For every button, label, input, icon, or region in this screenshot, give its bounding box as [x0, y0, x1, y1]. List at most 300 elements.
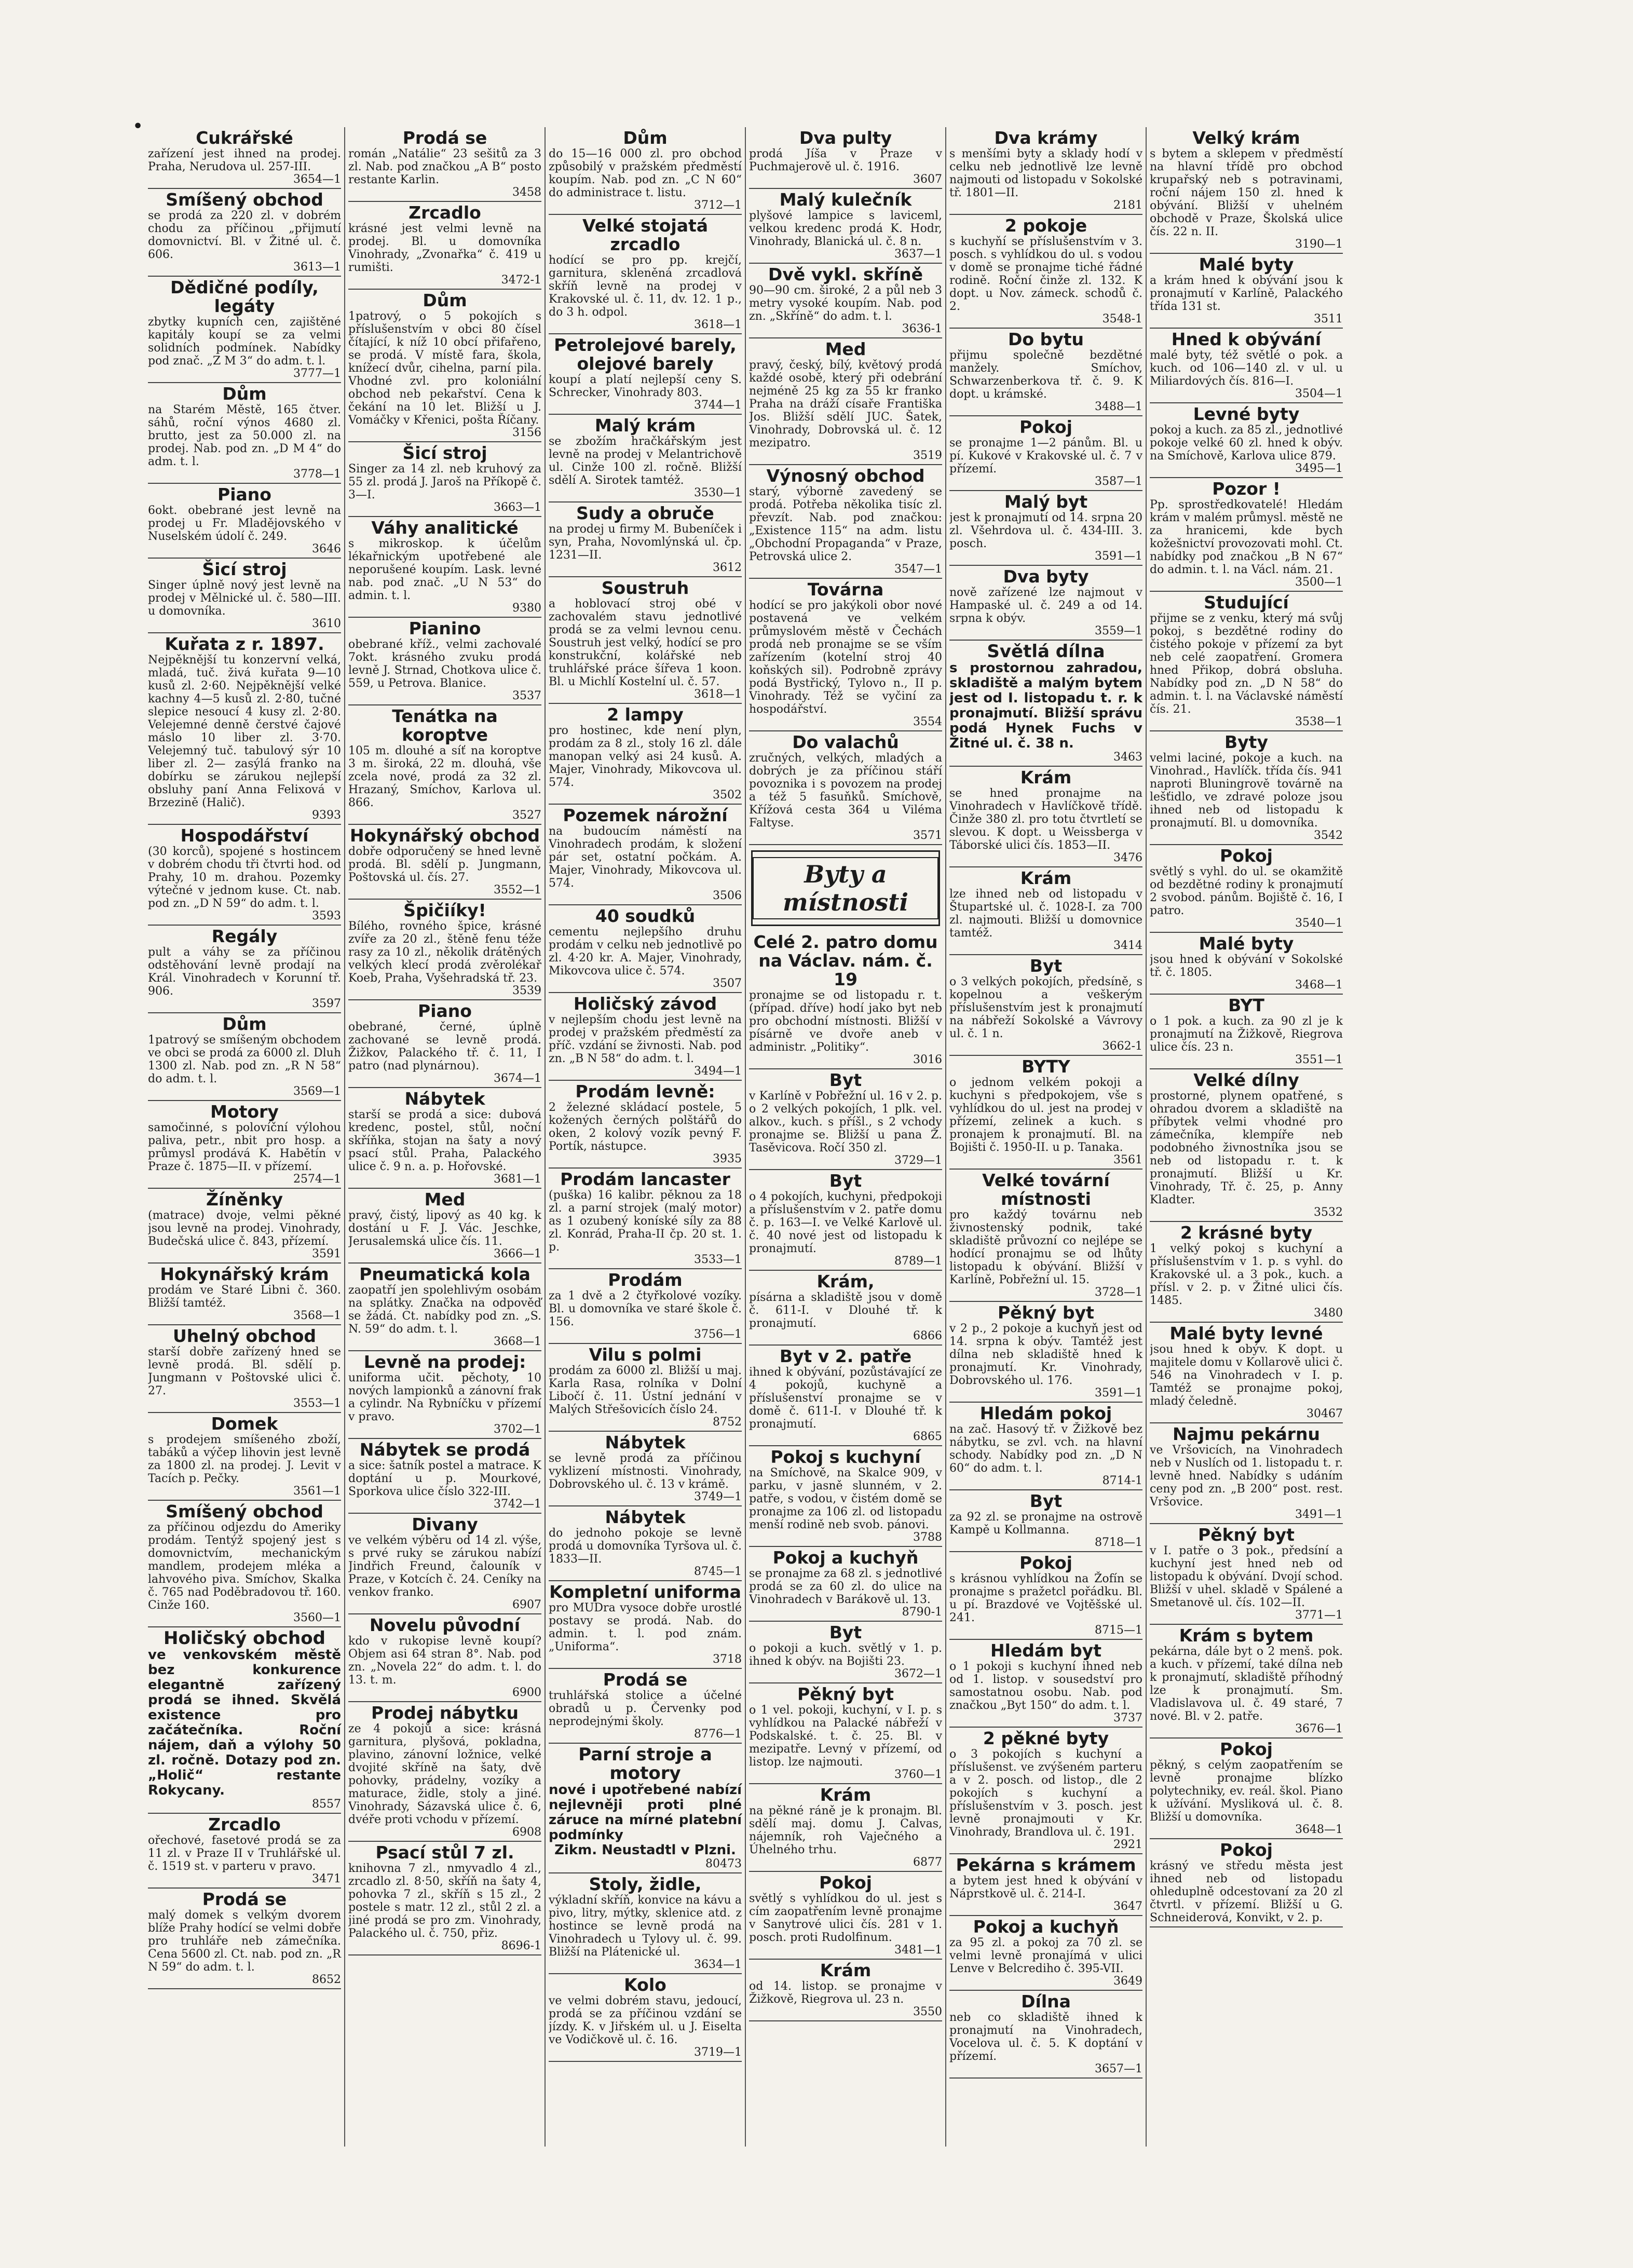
ad-text: Pp. sprostředkovatelé! Hledám krám v malém průmysl. městě ne za hranicemi, kde bych kožešnictví provozovati mohl. Ct. nabídky pod značkou „B N 67“ do admin. t. l. na Václ. nám. 21.: [1150, 498, 1343, 576]
ad-text: s mikroskop. k účelům lékařnickým upotřebené ale neporušené koupím. Lask. levné nab. pod znač. „U N 53“ do admin. t. l.: [348, 537, 541, 602]
classified-ad: [148, 383, 341, 484]
ad-title: 2 lampy: [607, 704, 684, 725]
ad-title: Vilu s polmi: [589, 1344, 702, 1365]
ad-text: a bytem jest hned k obývání v Náprstkově ul. č. 214-I.: [949, 1875, 1142, 1900]
ad-text: velmi laciné, pokoje a kuch. na Vinohrad., Havlíčk. třída čís. 941 naproti Bluningrově továrně na lešťidlo, ve zdravé poloze jsou ihned neb od listopadu k pronajmutí. Bl. u domovníka.: [1150, 752, 1343, 830]
ad-text: ve venkovském městě bez konkurence elegantně zařízený prodá se ihned. Skvělá existence pro začátečníka. Roční nájem, daň a výlohy 50 zl. ročně. Dotazy pod zn. „Holič“ restante Rokycany.: [148, 1647, 341, 1798]
ad-reference-number: 3538—1: [1295, 715, 1343, 728]
ad-reference-number: 6865: [913, 1430, 942, 1443]
ad-title: Novelu původní: [369, 1615, 521, 1635]
ad-reference-number: 3488—1: [1095, 400, 1142, 413]
classified-ad: [348, 1514, 541, 1614]
ad-text: zbytky kupních cen, zajištěné kapitály koupí se za velmi solidních podmínek. Nabídky pod znač. „Z M 3“ do adm. t. l.: [148, 316, 341, 368]
ad-reference-number: 8776—1: [694, 1728, 742, 1741]
ad-reference-number: 3495—1: [1295, 462, 1343, 475]
classified-ad: [549, 805, 742, 905]
ad-text: pěkný, s celým zaopatřením se levně pronajme blízko polytechniky, ev. reál. škol. Piano k užívání. Mysliková ul. č. 8. Bližší u domovníka.: [1150, 1759, 1343, 1824]
ad-reference-number: 3561—1: [293, 1485, 341, 1498]
classified-ad: [549, 1506, 742, 1581]
ad-title: BYT: [1228, 995, 1264, 1015]
ad-reference-number: 3569—1: [293, 1085, 341, 1098]
ad-text: 1patrový se smíšeným obchodem ve obci se prodá za 6000 zl. Dluh 1300 zl. Nab. pod zn. „R N 58“ do adm. t. l.: [148, 1034, 341, 1085]
classified-ad: [949, 1916, 1142, 1991]
ad-reference-number: 3788: [913, 1531, 942, 1544]
ad-text: a sice: šatník postel a matrace. K doptání u p. Mourkové, Sporkova ulice číslo 322-III.: [348, 1459, 541, 1498]
classified-ad: [749, 931, 942, 1069]
classified-ad: [749, 1683, 942, 1784]
ad-title: Prodá se: [402, 128, 487, 148]
ad-title: Kompletní uniforma: [549, 1582, 741, 1602]
ad-reference-number: 3468—1: [1295, 979, 1343, 992]
ad-title: Šicí stroj: [202, 559, 287, 579]
ad-reference-number: 3016: [913, 1053, 942, 1066]
ad-title: Piano: [217, 484, 271, 505]
classified-ad: [148, 633, 341, 825]
classified-ad: [549, 1081, 742, 1169]
ad-text: ve Vršovicích, na Vinohradech neb v Nuslích od 1. listopadu t. r. levně hned. Nabídky s udáním ceny pod zn. „B 200“ post. rest. Vršovice.: [1150, 1444, 1343, 1509]
classified-ad: [949, 1170, 1142, 1302]
ad-title: Malé byty: [1199, 254, 1294, 275]
ad-text: zaopatří jen spolehlivým osobám na splátky. Značka na odpověď se žádá. Ct. nabídky pod zn. „S. N. 59“ do adm. t. l.: [348, 1284, 541, 1336]
ad-text: (30 korců), spojené s hostincem v dobrém chodu tři čtvrti hod. od Prahy, 10 m. drahou. Pozemky výtečné v jednom kuse. Ct. nab. pod zn. „D N 59“ do adm. t. l.: [148, 845, 341, 910]
classified-ad: [749, 579, 942, 731]
ad-reference-number: 3548-1: [1102, 313, 1142, 325]
ad-reference-number: 8715—1: [1095, 1624, 1142, 1637]
ad-text: neb co skladiště ihned k pronajmutí na Vinohradech, Vocelova ul. č. 5. K doptání v přízemí.: [949, 2011, 1142, 2063]
ad-text: plyšové lampice s laviceml, velkou kredenc prodá K. Hodr, Vinohrady, Blanická ul. č. 8 n.: [749, 209, 942, 248]
ad-reference-number: 3591—1: [1095, 1387, 1142, 1400]
ad-reference-number: 3676—1: [1295, 1722, 1343, 1735]
classified-ad: [549, 1873, 742, 1974]
ad-title: 2 pěkné byty: [983, 1728, 1109, 1748]
ad-text: na zač. Hasový tř. v Žižkově bez nábytku, se zvl. vch. na hlavní schody. Nabídky pod zn. „D N 60“ do adm. t. l.: [949, 1423, 1142, 1475]
ad-title: BYTY: [1022, 1056, 1070, 1077]
classified-ad: [1150, 1524, 1343, 1625]
ad-reference-number: 3618—1: [694, 688, 742, 701]
ad-text: uniforma učit. pěchoty, 10 nových lampionků a zánovní frak a cylindr. Na Rybníčku v přízemí v pravo.: [348, 1371, 541, 1423]
classified-ad: [1150, 1323, 1343, 1423]
classified-ad: [1150, 1423, 1343, 1524]
classified-ad: [148, 1501, 341, 1627]
ad-text: s prodejem smíšeného zboží, tabáků a výčep lihovin jest levně za 1800 zl. na prodej. J. Levit v Tacích p. Pečky.: [148, 1433, 341, 1485]
ad-text: pokoj a kuch. za 85 zl., jednotlivé pokoje velké 60 zl. hned k obýv. na Smíchově, Karlova ulice 879.: [1150, 424, 1343, 463]
classified-ad: [348, 1614, 541, 1702]
ad-text: v I. patře o 3 pok., předsíní a kuchyní jest hned neb od listopadu k obývání. Dvojí schod. Bližší v uhel. skladě v Spálené a Smetanově ul. čís. 102—II.: [1150, 1544, 1343, 1609]
ad-text: jsou hned k obývání v Sokolské tř. č. 1805.: [1150, 953, 1343, 979]
ad-title: Divany: [412, 1514, 478, 1534]
ad-text: obebrané kříž., velmi zachovalé 7okt. krásného zvuku prodá levně J. Strnad, Chotkova ulice č. 559, u Petrova. Blanice.: [348, 638, 541, 690]
ad-text: ihned k obývání, pozůstávající ze 4 pokojů, kuchyně a příslušenství pronajme se v domě č. 611-I. v Dlouhé tř. k pronajmutí.: [749, 1366, 942, 1431]
ad-reference-number: 3530—1: [694, 486, 742, 499]
ad-text: o jednom velkém pokoji a kuchyni s předpokojem, vše s vyhlídkou do ul. jest na prodej v přízemí, zelinek a kuch. s pronajem k pronajmutí. Bl. na Bojišti č. 1950-II. u p. Tanaka.: [949, 1076, 1142, 1154]
classified-ad: [949, 1552, 1142, 1640]
ad-title: Byt: [829, 1622, 862, 1642]
ad-title: Piano: [418, 1001, 472, 1021]
ad-title: Dvě vykl. skříně: [768, 264, 923, 284]
classified-ad: [549, 1432, 742, 1506]
ad-title: Továrna: [807, 579, 884, 600]
classified-ad: [949, 416, 1142, 491]
ad-text: 1 velký pokoj s kuchyní a příslušenstvím v 1. p. s vyhl. do Krakovské ul. a 3 pok., kuch. a přísl. v 2. p. v Žitné ulici čís. 1485.: [1150, 1242, 1343, 1307]
ad-text: nově zařízené lze najmout v Hampaské ul. č. 249 a od 14. srpna k obýv.: [949, 586, 1142, 625]
ad-title: Velké tovární místnosti: [982, 1170, 1110, 1209]
ad-reference-number: 8714-1: [1102, 1474, 1142, 1487]
ad-reference-number: 2181: [1113, 199, 1142, 212]
classified-ad: [148, 1413, 341, 1501]
ad-text: krásný ve středu města jest ihned neb od listopadu ohleduplně odcestovaní za 20 zl čtvrtl. v přízemí. Bližší u G. Schneiderová, Konvikt, v 2. p.: [1150, 1859, 1343, 1924]
ad-title: Byt v 2. patře: [779, 1346, 912, 1366]
ad-reference-number: 3491—1: [1295, 1508, 1343, 1521]
classified-ad: [749, 1960, 942, 2021]
ad-title: Žíněnky: [206, 1189, 283, 1210]
ad-text: o 3 velkých pokojích, předsíně, s kopelnou a veškerým příslušenstvím jest k pronajmutí na nábřeží Sokolské a Vávrovy ul. č. 1 n.: [949, 975, 1142, 1040]
ad-text: 6okt. obebrané jest levně na prodej u Fr. Mladějovského v Nuselském údolí č. 249.: [148, 504, 341, 543]
ad-text: o 1 pokoji s kuchyní ihned neb od 1. listop. v sousedství pro samostatnou osobu. Nab. pod značkou „Byt 150“ do adm. t. l.: [949, 1660, 1142, 1712]
ad-text: a hoblovací stroj obé v zachovalém stavu jednotlivé prodá se za velmi levnou cenu. Soustruh jest velký, hodící se pro konstrukční, kolářské neb truhlářské práce šířeva 1 koon. Bl. u Michlí Kostelní ul. č. 57.: [549, 597, 742, 688]
ad-reference-number: 3550: [913, 2005, 942, 2018]
ad-reference-number: 3649: [1113, 1975, 1142, 1988]
ad-title: Pianino: [409, 618, 481, 639]
classified-ad: [348, 618, 541, 705]
ad-reference-number: 3607: [913, 173, 942, 186]
ad-title: Dům: [423, 290, 467, 310]
ad-reference-number: 3511: [1314, 313, 1343, 325]
ad-title: Dva krámy: [994, 128, 1098, 148]
ad-text: malý domek s velkým dvorem blíže Prahy hodící se velmi dobře pro truhláře neb zámečníka. Cena 5600 zl. Ct. nab. pod zn. „R N 59“ do adm. t. l.: [148, 1909, 341, 1974]
ad-column: [1150, 127, 1346, 2147]
ad-text: se prodá za 220 zl. v dobrém chodu za příčinou „přijmutí domovnictví. Bl. v Žitné ul. č. 606.: [148, 209, 341, 261]
ad-title: Krám: [1020, 767, 1072, 787]
ad-title: Šicí stroj: [402, 443, 487, 463]
classified-ad: [348, 1264, 541, 1351]
ad-title: 2 krásné byty: [1180, 1223, 1313, 1243]
ad-text: s krásnou vyhlídkou na Žofín se pronajme s pražetcl pořádku. Bl. u pí. Brazdové ve Vojtěšské ul. 241.: [949, 1572, 1142, 1624]
ad-column: [549, 127, 746, 2147]
ad-text: 90—90 cm. široké, 2 a půl neb 3 metry vysoké koupím. Nab. pod zn. „Skříně“ do adm. t. l.: [749, 284, 942, 323]
ad-text: starý, výborně zavedený se prodá. Potřeba několika tisíc zl. převzít. Nab. pod značkou: „Existence 115“ na adm. listu „Obchodní Propaganda“ v Praze, Petrovská ulice 2.: [749, 485, 942, 563]
ad-text: prodám za 6000 zl. Bližší u maj. Karla Rasa, rolníka v Dolní Libočí č. 11. Ústní jednání v Malých Střešovicích číslo 24.: [549, 1364, 742, 1416]
ad-reference-number: 3666—1: [494, 1247, 541, 1260]
classified-ad: [549, 1669, 742, 1744]
ad-reference-number: 3636-1: [902, 322, 942, 335]
ad-text: o 4 pokojích, kuchyni, předpokoji a příslušenstvím v 2. patře domu č. p. 163—I. ve Velké Karlově ul. č. 40 nové jest od listopadu k pronajmutí.: [749, 1190, 942, 1255]
ad-title: Světlá dílna: [987, 641, 1105, 662]
ad-title: Dědičné podíly, legáty: [170, 277, 319, 316]
ad-text: o 1 pok. a kuch. za 90 zl je k pronajmutí na Žižkově, Riegrova ulice čís. 23 n.: [1150, 1015, 1343, 1054]
ad-title: Pokoj a kuchyň: [772, 1547, 919, 1568]
ad-title: Studující: [1204, 592, 1289, 613]
ad-reference-number: 3494—1: [694, 1065, 742, 1078]
ad-text: za 95 zl. a pokoj za 70 zl. se velmi levně pronajímá v ulici Lenve v Belcrediho č. 395-VII.: [949, 1936, 1142, 1975]
classified-ad: [949, 1854, 1142, 1916]
ad-reference-number: 3737: [1113, 1712, 1142, 1724]
classified-ad: [1150, 1739, 1343, 1839]
ad-text: písárna a skladiště jsou v domě č. 611-I. v Dlouhé tř. k pronajmutí.: [749, 1291, 942, 1330]
ad-text: prostorné, plynem opatřené, s ohradou dvorem a skladiště na příbytek velmi vhodné pro zámečníka, klempíře neb podobného živnostníka jsou se neb od listopadu r. t. k pronajmutí. Bližší u Kr. Vinohrady, Tř. č. 25, p. Anny Kladter.: [1150, 1090, 1343, 1206]
ad-reference-number: 3662-1: [1102, 1040, 1142, 1053]
ad-reference-number: 3935: [713, 1152, 742, 1165]
classified-ad: [949, 867, 1142, 955]
ad-text: se zbožím hračkářským jest levně na prodej v Melantrichově ul. Cinže 100 zl. ročně. Bližší sdělí A. Sirotek tamtéž.: [549, 435, 742, 487]
ad-text: se hned pronajme na Vinohradech v Havlíčkově třídě. Činže 380 zl. pro totu čtvrtletí se slevou. K dopt. u Weissberga v Táborské ulici čís. 1853—II.: [949, 787, 1142, 852]
classified-ad: [348, 1351, 541, 1439]
ad-reference-number: 3719—1: [694, 2046, 742, 2059]
ad-title: Pozemek nárožní: [563, 805, 728, 825]
ad-text: od 14. listop. se pronajme v Žižkově, Riegrova ul. 23 n.: [749, 1980, 942, 2006]
classified-ad: [348, 1702, 541, 1842]
classified-ad: [549, 905, 742, 993]
ad-reference-number: 3591—1: [1095, 550, 1142, 563]
ad-reference-number: 3476: [1113, 851, 1142, 864]
classified-ad: [749, 1271, 942, 1346]
ad-reference-number: 3657—1: [1095, 2062, 1142, 2075]
ad-title: Zrcadlo: [409, 202, 481, 223]
classified-ad: [949, 1403, 1142, 1490]
ad-title: Prodám levně:: [575, 1081, 715, 1102]
classified-ad: [348, 705, 541, 825]
ad-title: Dům: [222, 1014, 267, 1034]
ad-text: prodá Jíša v Praze v Puchmajerově ul. č. 1916.: [749, 147, 942, 173]
ad-reference-number: 3537: [512, 689, 541, 702]
ad-column: [348, 127, 546, 2147]
ad-text: ořechové, fasetové prodá se za 11 zl. v Praze II v Truhlářské ul. č. 1519 st. v parteru v pravo.: [148, 1834, 341, 1873]
ad-reference-number: 3749—1: [694, 1490, 742, 1503]
ad-title: Pneumatická kola: [359, 1264, 530, 1284]
ad-title: Hokynářský krám: [160, 1264, 329, 1284]
ad-text: koupí a platí nejlepší ceny S. Schrecker, Vinohrady 803.: [549, 373, 742, 399]
ad-text-secondary: Zikm. Neustadtl v Plzni.: [554, 1842, 736, 1858]
ad-reference-number: 3654—1: [293, 173, 341, 186]
classified-ad: [348, 1842, 541, 1955]
ad-text: kdo v rukopise levně koupí? Objem asi 64 stran 8°. Nab. pod zn. „Novela 22“ do adm. t. l. do 13. t. m.: [348, 1635, 541, 1687]
ad-text: 105 m. dlouhé a síť na koroptve 3 m. široká, 22 m. dlouhá, vše zcela nové, prodá za 32 zl. Hrazaný, Smíchov, Karlova ul. 866.: [348, 744, 541, 809]
ad-reference-number: 3771—1: [1295, 1609, 1343, 1622]
ad-text: na Starém Městě, 165 čtver. sáhů, roční výnos 4680 zl. brutto, jest za 50.000 zl. na prodej. Nab. pod zn. „D M 4“ do adm. t. l.: [148, 403, 341, 468]
ad-title: Motory: [210, 1102, 279, 1122]
ad-title: Dva byty: [1003, 566, 1089, 587]
classified-ad: [348, 900, 541, 1000]
ad-text: zručných, velkých, mladých a dobrých je za příčinou stáří povoznika i s povozem na prodej a též 5 fasuňků. Smíchově, Křížová cesta 364 u Viléma Faltyse.: [749, 752, 942, 830]
ad-title: Prodám: [608, 1270, 683, 1290]
ad-title: Hledám byt: [990, 1640, 1101, 1661]
classified-ad: [549, 215, 742, 334]
ad-reference-number: 3634—1: [694, 1958, 742, 1971]
ad-reference-number: 3560—1: [293, 1611, 341, 1624]
ad-title: Hned k obývání: [1171, 329, 1322, 349]
classified-ad: [148, 484, 341, 559]
ad-text: pronajme se od listopadu r. t. (případ. dříve) hodí jako byt neb pro obchodní místnosti. Bližší v písárně ve dvoře aneb v administr. „Politiky“.: [749, 989, 942, 1054]
ad-reference-number: 3648—1: [1295, 1823, 1343, 1836]
ad-text: hodící se pro pp. krejčí, garnitura, skleněná zrcadlová skříň levně na prodej v Krakovské ul. č. 11, dv. 12. 1 p., do 3 h. odpol.: [549, 254, 742, 319]
classified-ad: [949, 329, 1142, 416]
ad-title: Regály: [211, 926, 278, 946]
ad-reference-number: 3613—1: [293, 261, 341, 274]
classified-ad: [749, 1346, 942, 1446]
ad-title: Levné byty: [1193, 404, 1300, 424]
ad-reference-number: 3681—1: [494, 1173, 541, 1186]
classified-ad: [749, 731, 942, 845]
classified-ad: [949, 1640, 1142, 1728]
ad-text: do 15—16 000 zl. pro obchod způsobilý v pražském předměstí koupím. Nab. pod zn. „C N 60“ do administrace t. listu.: [549, 147, 742, 199]
ad-title: Nábytek: [605, 1432, 686, 1452]
ad-title: Holičský obchod: [164, 1628, 325, 1649]
ad-reference-number: 3647: [1113, 1900, 1142, 1913]
ad-text: pro hostinec, kde není plyn, prodám za 8 zl., stoly 16 zl. dále manopan velký asi 24 kusů. A. Majer, Vinohrady, Mikovcova ul. 574.: [549, 724, 742, 789]
ad-reference-number: 3668—1: [494, 1335, 541, 1348]
classified-ad: [949, 1302, 1142, 1403]
ad-reference-number: 9393: [312, 809, 341, 822]
classified-ad: [1150, 1222, 1343, 1323]
classified-ad: [549, 1581, 742, 1669]
ad-text: na budoucím náměstí na Vinohradech prodám, k složení pár set, ostatní počkám. A. Majer, Vinohrady, Mikovcova ul. 574.: [549, 825, 742, 890]
ad-text: nové i upotřebené nabízí nejlevněji proti plné záruce na mírné platební podmínky: [549, 1782, 742, 1843]
ad-column: [949, 127, 1147, 2147]
classified-ad: [348, 1439, 541, 1514]
ad-reference-number: 8696-1: [501, 1939, 541, 1952]
ad-title: Domek: [211, 1414, 278, 1434]
ad-reference-number: 8790-1: [902, 1606, 942, 1619]
ad-title: Velké stojatá zrcadlo: [582, 215, 709, 254]
classified-ad: [148, 127, 341, 189]
ad-title: Petrolejové barely, olejové barely: [554, 335, 737, 374]
classified-ad: [749, 465, 942, 579]
ad-title: Hledám pokoj: [979, 1403, 1112, 1423]
classified-ad: [148, 1627, 341, 1814]
ad-reference-number: 8745—1: [694, 1565, 742, 1578]
ad-reference-number: 3663—1: [494, 501, 541, 514]
ad-text: knihovna 7 zl., nmyvadlo 4 zl., zrcadlo zl. 8·50, skříň na šaty 4, pohovka 7 zl., skříň s 15 zl., 2 postele s matr. 12 zl., stůl 2 zl. a jiné prodá se pro zm. Vinohrady, Palackého ul. č. 750, přiz.: [348, 1862, 541, 1940]
ad-title: Byt: [1029, 1491, 1063, 1511]
ad-text: prodám ve Staré Libni č. 360. Bližší tamtéž.: [148, 1284, 341, 1310]
ad-reference-number: 3637—1: [894, 248, 942, 261]
ad-text: lze ihned neb od listopadu v Štupartské ul. č. 1028-I. za 700 zl. najmouti. Bližší u domovnice tamtéž.: [949, 888, 1142, 940]
ad-title: Výnosný obchod: [766, 466, 925, 486]
ad-reference-number: 3480: [1314, 1307, 1343, 1320]
classified-ad: [348, 202, 541, 290]
ad-text: ze 4 pokojů a sice: krásná garnitura, plyšová, pokladna, plavino, zánovní ložnice, velké dvojité skříně na šaty, dvě pohovky, prádelny, vozíky a maturace, židle, stoly a jiné. Vinohrady, Sázavská ulice č. 6, dvéře proti vchodu v přízemí.: [348, 1722, 541, 1826]
ad-reference-number: 3612: [713, 561, 742, 574]
ad-title: Sudy a obruče: [576, 503, 714, 523]
ad-text: krásné jest velmi levně na prodej. Bl. u domovníka Vinohrady, „Zvonařka“ č. 419 u rumišti.: [348, 222, 541, 274]
ad-reference-number: 3552—1: [494, 884, 541, 897]
ad-reference-number: 3554: [913, 715, 942, 728]
ad-title: Krám s bytem: [1179, 1625, 1314, 1646]
ad-reference-number: 3610: [312, 617, 341, 630]
ad-title: Stoly, židle,: [589, 1874, 702, 1894]
classified-ad: [749, 1872, 942, 1960]
ad-text: starší se prodá a sice: dubová kredenc, postel, stůl, noční skříňka, stojan na šaty a nový psací stůl. Praha, Palackého ulice č. 9 n. a. p. Hořovské.: [348, 1108, 541, 1173]
ad-title: Pokoj: [819, 1872, 872, 1893]
ad-title: Pokoj: [1220, 1739, 1273, 1759]
ad-title: Malý kulečník: [779, 189, 912, 210]
classified-ad: [749, 189, 942, 264]
classified-ad: [749, 1170, 942, 1271]
ad-title: Malý byt: [1004, 492, 1088, 512]
classified-ad: [549, 334, 742, 415]
ad-text: pekárna, dále byt o 2 menš. pok. a kuch. v přízemí, také dílna neb k pronajmutí, skladiště příhodný lze k pronajmutí. Sm. Vladislavova ul. č. 49 staré, 7 nové. Bl. v 2. patře.: [1150, 1645, 1343, 1723]
classified-ad: [749, 1069, 942, 1170]
ad-text: pravý, český, bílý, květový prodá každé osobě, který při odebrání nejméně 25 kg za 55 kr franko Praha na dráží císaře Františka Jos. Bližší sdělí JUC. Šatek, Vinohrady, Dobrovská ul. č. 12 mezipatro.: [749, 359, 942, 450]
classified-ad: [1150, 254, 1343, 329]
ad-reference-number: 6900: [512, 1686, 541, 1699]
ad-text: obebrané, černé, úplně zachované se levně prodá. Žižkov, Palackého tř. č. 11, I patro (nad plynárnou).: [348, 1021, 541, 1072]
ad-reference-number: 3414: [1113, 939, 1142, 952]
ad-text: (puška) 16 kalibr. pěknou za 18 zl. a parní strojek (malý motor) as 1 ozubený koníské síly za 88 zl. Konrád, Praha-II čp. 20 st. 1. p.: [549, 1189, 742, 1254]
ad-reference-number: 3551—1: [1295, 1053, 1343, 1066]
corner-mark: •: [133, 117, 143, 135]
ad-title: Malé byty: [1199, 933, 1294, 954]
ad-title: Holičský závod: [573, 994, 717, 1014]
ad-title: Byt: [829, 1070, 862, 1090]
ad-reference-number: 3672—1: [894, 1667, 942, 1680]
ad-text: výkladní skříň, konvice na kávu a pivo, litry, mýtky, sklenice atd. z hostince se levně prodá na Vinohradech u Tylovy ul. č. 99. Bližší na Plátenické ul.: [549, 1894, 742, 1959]
ad-title: Smíšený obchod: [166, 1501, 323, 1522]
ad-title: Byt: [829, 1171, 862, 1191]
ad-title: Uhelný obchod: [172, 1326, 317, 1346]
ad-title: Krám,: [816, 1271, 875, 1292]
ad-reference-number: 2574—1: [293, 1173, 341, 1186]
ad-text: s kuchyňí se příslušenstvím v 3. posch. s vyhlídkou do ul. s vodou v domě se pronajme tiché řádné rodině. Roční činže zl. 132. K dopt. u Nov. zámeck. schodů č. 2.: [949, 235, 1142, 313]
classified-ad: [549, 415, 742, 503]
ad-text: na Smíchově, na Skalce 909, v parku, v jasně slunném, v 2. patře, s vodou, v čistém domě se pronajme za 106 zl. od listopadu menší rodině neb svob. pánovi.: [749, 1466, 942, 1531]
ad-text: s bytem a sklepem v předměstí na hlavní třídě pro obchod krupařský neb s potravinami, roční nájem 150 zl. hned k obývání. Bližší v uhelném obchodě v Praze, Školská ulice čís. 22 n. II.: [1150, 147, 1343, 238]
ad-title: Nábytek: [404, 1089, 485, 1109]
ad-title: Pěkný byt: [797, 1684, 894, 1704]
classified-ad: [348, 1088, 541, 1189]
classified-ad: [749, 338, 942, 465]
ad-reference-number: 3547—1: [894, 563, 942, 576]
ad-reference-number: 3593: [312, 909, 341, 922]
ad-title: Velký krám: [1192, 128, 1300, 148]
ad-title: Cukrářské: [196, 128, 293, 148]
classified-ad: [1150, 845, 1343, 933]
ad-text: o 3 pokojích s kuchyní a příslušenst. ve zvýšeném parteru a v 2. posch. od listop., dle 2 pokojích s kuchyní a příslušenstvím v 3. posch. jest levně pronajmouti v Kr. Vinohrady, Brandlova ul. č. 191.: [949, 1748, 1142, 1839]
ad-title: Med: [825, 339, 866, 359]
classified-ad: [749, 264, 942, 338]
ad-text: cementu nejlepšího druhu prodám v celku neb jednotlivě po zl. 4·20 kr. A. Majer, Vinohrady, Mikovcova ulice č. 574.: [549, 926, 742, 977]
classified-ad: [148, 825, 341, 926]
ad-reference-number: 80473: [705, 1857, 742, 1870]
ad-reference-number: 3527: [512, 809, 541, 822]
classified-ad: [949, 1490, 1142, 1552]
classified-ad: [1150, 478, 1343, 592]
ad-title: Nábytek: [605, 1507, 686, 1527]
ad-reference-number: 3504—1: [1295, 387, 1343, 400]
ad-reference-number: 3463: [1113, 751, 1142, 764]
ad-reference-number: 3702—1: [494, 1423, 541, 1436]
ad-text: světlý s vyhl. do ul. se okamžitě od bezdětné rodiny k pronajmutí 2 svobod. pánům. Bojiště č. 16, I patro.: [1150, 865, 1343, 917]
ad-text: ve velmi dobrém stavu, jedoucí, prodá se za příčinou vzdání se jízdy. K. v Jiřském ul. u J. Eiselta ve Vodičkově ul. č. 16.: [549, 1994, 742, 2046]
classified-ad: [148, 559, 341, 633]
ad-reference-number: 3532: [1314, 1206, 1343, 1219]
classified-ad: [949, 566, 1142, 641]
classified-ad: [1150, 1625, 1343, 1739]
classified-ad: [348, 127, 541, 202]
ad-reference-number: 3471: [312, 1872, 341, 1885]
ad-text: samočinné, s polovíční výlohou paliva, petr., nbit pro hosp. a průmysl prodává K. Habětín v Praze č. 1875—II. v přízemí.: [148, 1121, 341, 1173]
ad-reference-number: 3742—1: [494, 1498, 541, 1511]
classified-ad: [949, 1056, 1142, 1170]
ad-text: Singer za 14 zl. neb kruhový za 55 zl. prodá J. Jaroš na Příkopě č. 3—I.: [348, 463, 541, 501]
ad-text: (matrace) dvoje, velmi pěkné jsou levně na prodej. Vinohrady, Budečská ulice č. 843, přízemí.: [148, 1209, 341, 1248]
ad-text: hodící se pro jakýkoli obor nové postavená ve velkém průmyslovém městě v Čechách prodá neb pronajme se se vším zařízením (kotelní stroj 40 koňských sil). Podrobně zprávy podá Bystřický, Tylovo n., II p. Vinohrady. Též se vyčiní za hospodářství.: [749, 599, 942, 716]
classified-ad: [549, 1269, 742, 1344]
ad-reference-number: 3618—1: [694, 318, 742, 331]
ad-text: v nejlepším chodu jest levně na prodej v pražském předměstí za příč. vzdání se živnosti. Nab. pod zn. „B N 58“ do adm. t. l.: [549, 1013, 742, 1065]
classified-ad: [549, 577, 742, 704]
ad-text: o 1 vel. pokoji, kuchyní, v I. p. s vyhlídkou na Palacké nábřeží v Podskalské. t. č. 25. Bl. v mezipatře. Levný v přízemí, od listop. lze najmouti.: [749, 1704, 942, 1769]
ad-text: přijmu společně bezdětné manžely. Smíchov, Schwarzenberkova tř. č. 9. K dopt. u krámské.: [949, 349, 1142, 401]
